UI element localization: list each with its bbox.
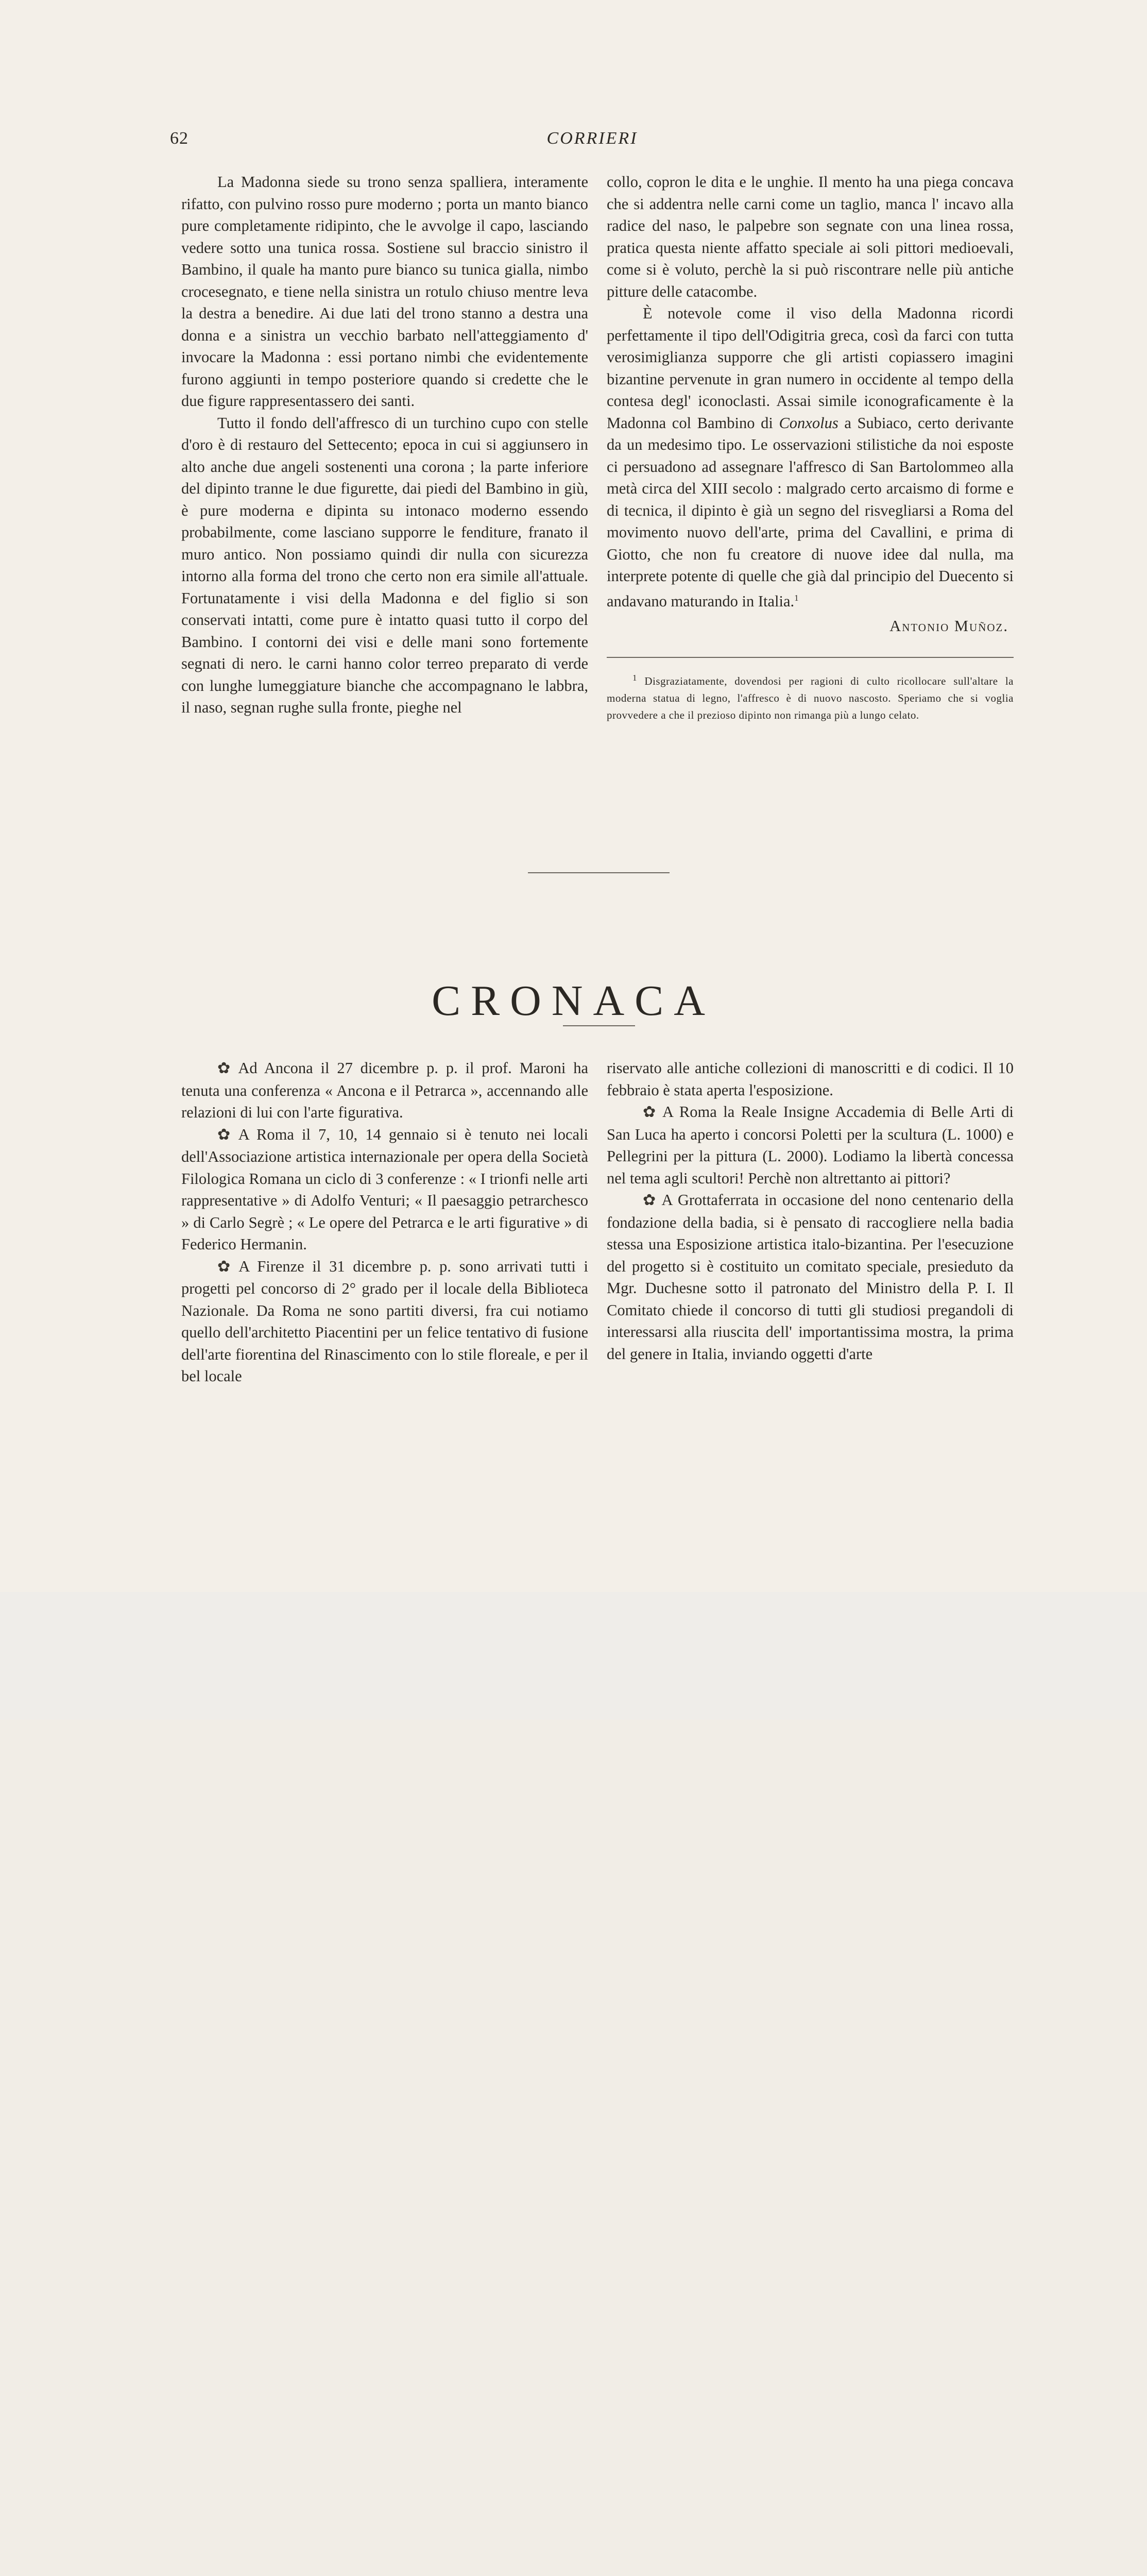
article-column-right bbox=[607, 171, 1014, 724]
italic-name: Conxolus bbox=[779, 414, 838, 432]
title-underline bbox=[563, 1025, 635, 1026]
news-text: A Firenze il 31 dicembre p. p. sono arrivati tutti i progetti pel concorso di 2° grado per il locale della Biblioteca Nazionale. Da Roma ne sono partiti diversi, fra cui notiamo quello dell'architetto Piacentini per un felice tentativo di fusione dell'arte fiorentina del Rinascimento con lo stile floreale, e per il bel locale bbox=[181, 1257, 588, 1385]
cronaca-column-right bbox=[607, 1057, 1014, 1365]
footnote-text: Disgraziatamente, dovendosi per ragioni di culto ricollocare sull'altare la moderna statua di legno, l'affresco è di nuovo nascosto. Speriamo che si voglia provvedere a che il prezioso dipinto non rimanga più a lungo celato. bbox=[607, 674, 1014, 721]
news-item-continued: riservato alle antiche collezioni di manoscritti e di codici. Il 10 febbraio è stata aperta l'esposizione. bbox=[607, 1059, 1014, 1099]
cronaca-column-left bbox=[181, 1057, 588, 1387]
running-title: CORRIERI bbox=[546, 129, 638, 148]
paragraph-text: a Subiaco, certo derivante da un medesimo tipo. Le osservazioni stilistiche da noi esposte ci persuadono ad assegnare l'affresco di San Bartolommeo alla metà circa del XIII secolo : malgrado certo arcaismo di forme e di tecnica, il dipinto è già un segno del risvegliarsi a Roma del movimento nuovo dell'arte, prima del Cavallini, e prima di Giotto, che non fu creatore di nuove idee dal nulla, ma interprete potente di quelle che già dal principio del Duecento si andavano maturando in Italia. bbox=[607, 414, 1014, 610]
author-signature: Antonio Muñoz. bbox=[889, 617, 1008, 635]
page-number: 62 bbox=[170, 129, 189, 148]
news-item bbox=[181, 1124, 588, 1256]
footnote-number: 1 bbox=[632, 672, 637, 683]
news-item bbox=[607, 1189, 1014, 1365]
news-text: Ad Ancona il 27 dicembre p. p. il prof. Maroni ha tenuta una conferenza « Ancona e il Petrarca », accennando alle relazioni di lui con l'arte figurativa. bbox=[181, 1059, 588, 1121]
news-item bbox=[181, 1256, 588, 1387]
article-paragraph bbox=[607, 302, 1014, 612]
fleuron-icon: ✿ bbox=[643, 1192, 658, 1209]
section-title: CRONACA bbox=[432, 977, 715, 1025]
article-column-left bbox=[181, 171, 588, 719]
running-head bbox=[170, 129, 1015, 155]
fleuron-icon: ✿ bbox=[217, 1258, 235, 1275]
news-item bbox=[607, 1101, 1014, 1189]
article-paragraph: Tutto il fondo dell'affresco di un turchino cupo con stelle d'oro è di restauro del Settecento; epoca in cui si aggiunsero in alto anche due angeli sostenenti una corona ; la parte inferiore del dipinto tranne le due figurette, dai piedi del Bambino in giù, è pure moderna e dipinta su intonaco moderno essendo probabilmente, come lasciano supporre le fenditure, franato il muro antico. Non possiamo quindi dir nulla con sicurezza intorno alla forma del trono che certo non era simile all'attuale. Fortunatamente i visi della Madonna e del figlio si son conservati intatti, come pure è intatto quasi tutto il corpo del Bambino. I contorni dei visi e delle mani sono fortemente segnati di nero. le carni hanno color terreo preparato di verde con lunghe lumeggiature bianche che accompagnano le labbra, il naso, segnan rughe sulla fronte, pieghe nel bbox=[181, 414, 588, 716]
fleuron-icon: ✿ bbox=[217, 1126, 234, 1143]
fleuron-icon: ✿ bbox=[643, 1104, 659, 1121]
news-text: A Roma il 7, 10, 14 gennaio si è tenuto nei locali dell'Associazione artistica internazionale per opera della Società Filologica Romana un ciclo di 3 conferenze : « I trionfi nelle arti rappresentative » di Adolfo Venturi; « Il paesaggio petrarchesco » di Carlo Segrè ; « Le opere del Petrarca e le arti figurative » di Federico Hermanin. bbox=[181, 1125, 588, 1253]
article-paragraph: La Madonna siede su trono senza spalliera, interamente rifatto, con pulvino rosso pure moderno ; porta un manto bianco pure completamente ridipinto, che le avvolge il capo, lasciando vedere sotto una tunica rossa. Sostiene sul braccio sinistro il Bambino, il quale ha manto pure bianco su tunica gialla, nimbo crocesegnato, e tiene nella sinistra un rotulo chiuso mentre leva la destra a benedire. Ai due lati del trono stanno a destra una donna e a sinistra un vecchio barbato nell'atteggiamento d' invocare la Madonna : essi portano nimbi che evidentemente furono aggiunti in tempo posteriore quando si credette che le due figure rappresentassero dei santi. bbox=[181, 173, 588, 410]
viewer-footer bbox=[0, 1592, 1147, 1720]
article-paragraph: collo, copron le dita e le unghie. Il mento ha una piega concava che si addentra nelle carni come un taglio, manca l' incavo alla radice del naso, le palpebre son segnate con una linea rossa, pratica questa niente affatto speciale ai soli pittori medioevali, come si è voluto, perchè la si può riscontrare nelle più antiche pitture delle catacombe. bbox=[607, 173, 1014, 300]
section-divider bbox=[528, 872, 670, 873]
footnote-rule bbox=[607, 657, 1014, 658]
fleuron-icon: ✿ bbox=[217, 1060, 234, 1077]
footnote bbox=[607, 669, 1014, 724]
footnote-marker: 1 bbox=[794, 592, 799, 603]
news-item bbox=[181, 1057, 588, 1124]
news-text: A Grottaferrata in occasione del nono centenario della fondazione della badia, si è pensato di raccogliere nella badia stessa una Esposizione artistica italo-bizantina. Per l'esecuzione del progetto si è costituito un comitato speciale, presieduto da Mgr. Duchesne sotto il patronato del Ministro della P. I. Il Comitato chiede il concorso di tutti gli studiosi pregandoli di interessarsi alla riuscita dell' importantissima mostra, la prima del genere in Italia, inviando oggetti d'arte bbox=[607, 1191, 1014, 1363]
news-text: A Roma la Reale Insigne Accademia di Belle Arti di San Luca ha aperto i concorsi Poletti per la scultura (L. 1000) e Pellegrini per la pittura (L. 2000). Lodiamo la libertà concessa nel tema agli scultori! Perchè non altrettanto ai pittori? bbox=[607, 1103, 1014, 1187]
paragraph-text: È notevole come il viso della Madonna ricordi perfettamente il tipo dell'Odigitria greca, così da farci con tutta verosimiglianza supporre che gli artisti copiassero imagini bizantine pervenute in gran numero in occidente al tempo della contesa degl' iconoclasti. Assai simile iconograficamente è la Madonna col Bambino di bbox=[607, 304, 1014, 432]
